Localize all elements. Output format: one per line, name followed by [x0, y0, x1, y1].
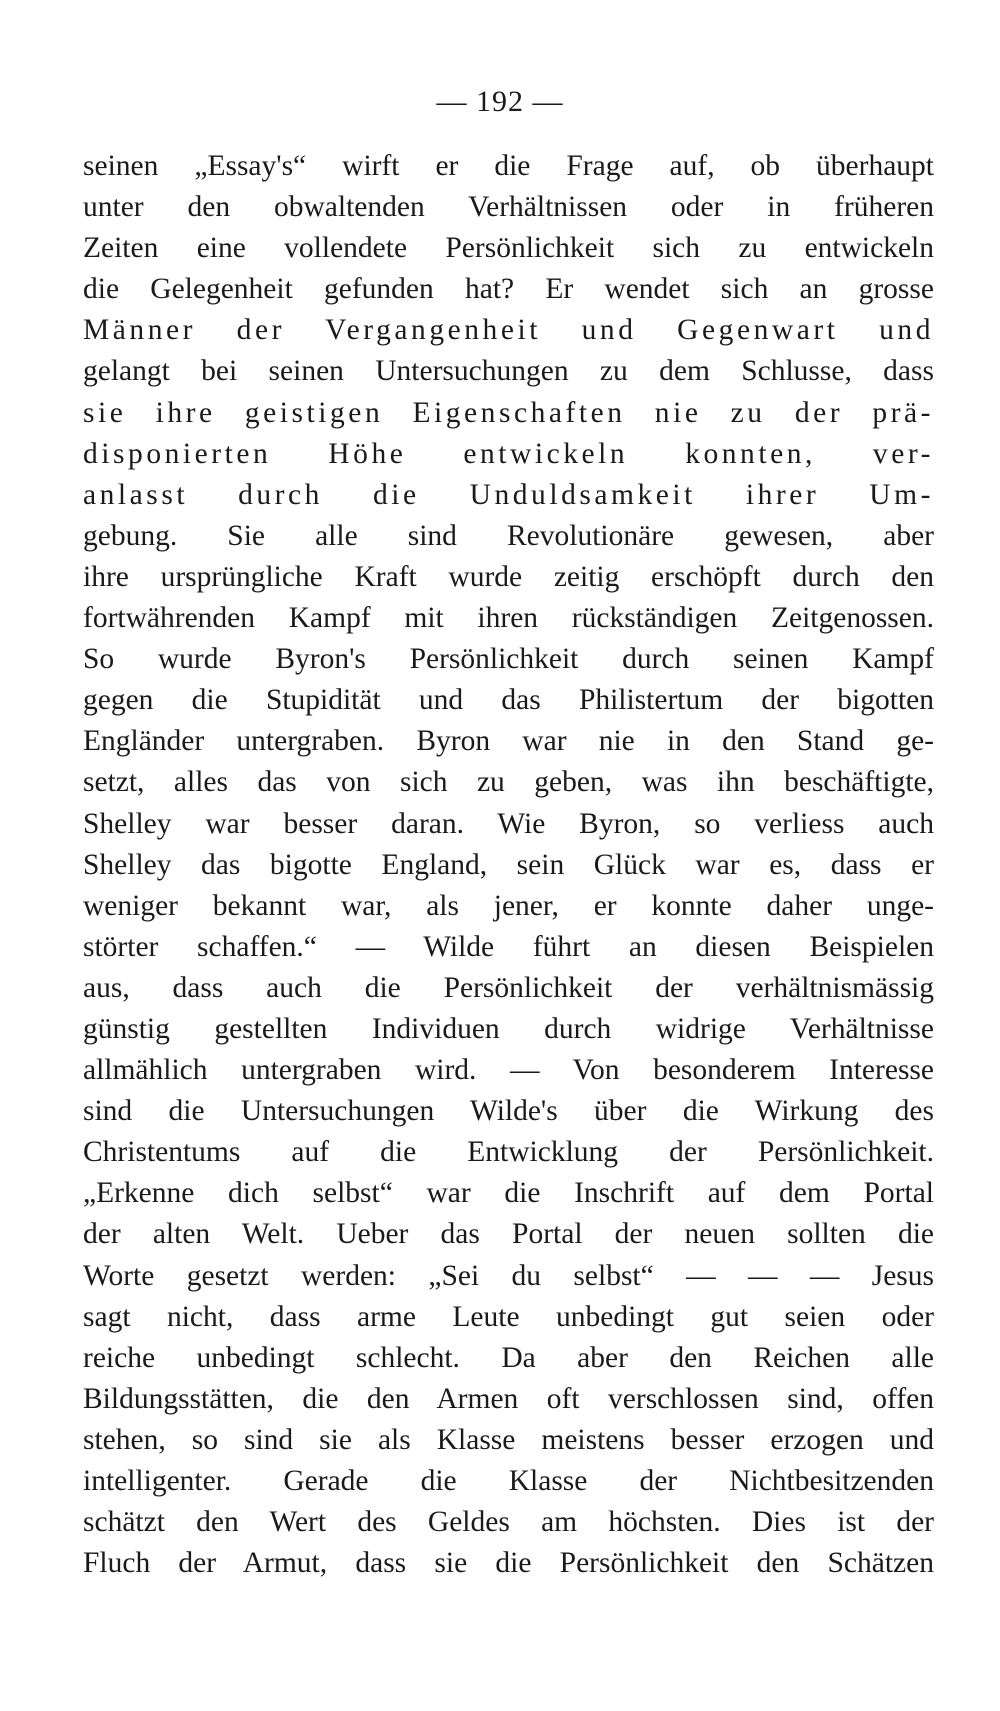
text-line: disponierten Höhe entwickeln konnten, ver- [83, 437, 934, 470]
text-line: sind die Untersuchungen Wilde's über die Wirkung des [83, 1095, 934, 1128]
text-line: günstig gestellten Individuen durch widrige Verhältnisse [83, 1012, 934, 1045]
text-line: Zeiten eine vollendete Persönlichkeit sich zu entwickeln [83, 232, 934, 265]
text-line: Shelley war besser daran. Wie Byron, so verliess auch [83, 807, 934, 840]
text-line: unter den obwaltenden Verhältnissen oder in früheren [83, 191, 934, 224]
text-line: störter schaffen.“ — Wilde führt an diesen Beispielen [83, 930, 934, 963]
text-line: gegen die Stupidität und das Philistertum der bigotten [83, 684, 934, 717]
text-line: intelligenter. Gerade die Klasse der Nichtbesitzenden [83, 1465, 934, 1497]
text-line: gelangt bei seinen Untersuchungen zu dem Schlusse, dass [83, 355, 934, 388]
text-line: fortwährenden Kampf mit ihren rückständigen Zeitgenossen. [83, 602, 934, 635]
text-line: die Gelegenheit gefunden hat? Er wendet sich an grosse [83, 273, 934, 306]
text-line: sie ihre geistigen Eigenschaften nie zu der prä- [83, 396, 934, 429]
text-line: weniger bekannt war, als jener, er konnte daher unge- [83, 889, 934, 922]
text-line: reiche unbedingt schlecht. Da aber den Reichen alle [83, 1341, 934, 1374]
text-line: stehen, so sind sie als Klasse meistens besser erzogen und [83, 1423, 934, 1456]
text-line: allmählich untergraben wird. — Von besonderem Interesse [83, 1054, 934, 1087]
body-text [83, 146, 934, 1584]
text-line: „Erkenne dich selbst“ war die Inschrift auf dem Portal [83, 1177, 934, 1210]
text-line: gebung. Sie alle sind Revolutionäre gewesen, aber [83, 519, 934, 552]
text-line: Shelley das bigotte England, sein Glück war es, dass er [83, 848, 934, 881]
text-line: sagt nicht, dass arme Leute unbedingt gut seien oder [83, 1300, 934, 1333]
text-line: Bildungsstätten, die den Armen oft verschlossen sind, offen [83, 1382, 934, 1415]
text-line: Männer der Vergangenheit und Gegenwart und [83, 314, 934, 347]
text-line: aus, dass auch die Persönlichkeit der verhältnismässig [83, 971, 934, 1004]
text-line: ihre ursprüngliche Kraft wurde zeitig erschöpft durch den [83, 560, 934, 593]
page-number: — 192 — [436, 85, 564, 118]
text-line: der alten Welt. Ueber das Portal der neuen sollten die [83, 1218, 934, 1251]
text-line: Worte gesetzt werden: „Sei du selbst“ — — — Jesus [83, 1259, 934, 1292]
text-line: Engländer untergraben. Byron war nie in den Stand ge- [83, 725, 934, 758]
text-line: anlasst durch die Unduldsamkeit ihrer Um- [83, 478, 934, 511]
text-line: So wurde Byron's Persönlichkeit durch seinen Kampf [83, 643, 934, 676]
text-line: seinen „Essay's“ wirft er die Frage auf, ob überhaupt [83, 150, 934, 182]
text-line: Fluch der Armut, dass sie die Persönlichkeit den Schätzen [83, 1547, 934, 1580]
text-line: Christentums auf die Entwicklung der Persönlichkeit. [83, 1136, 934, 1169]
text-line: schätzt den Wert des Geldes am höchsten. Dies ist der [83, 1506, 934, 1539]
text-line: setzt, alles das von sich zu geben, was ihn beschäftigte, [83, 766, 934, 799]
